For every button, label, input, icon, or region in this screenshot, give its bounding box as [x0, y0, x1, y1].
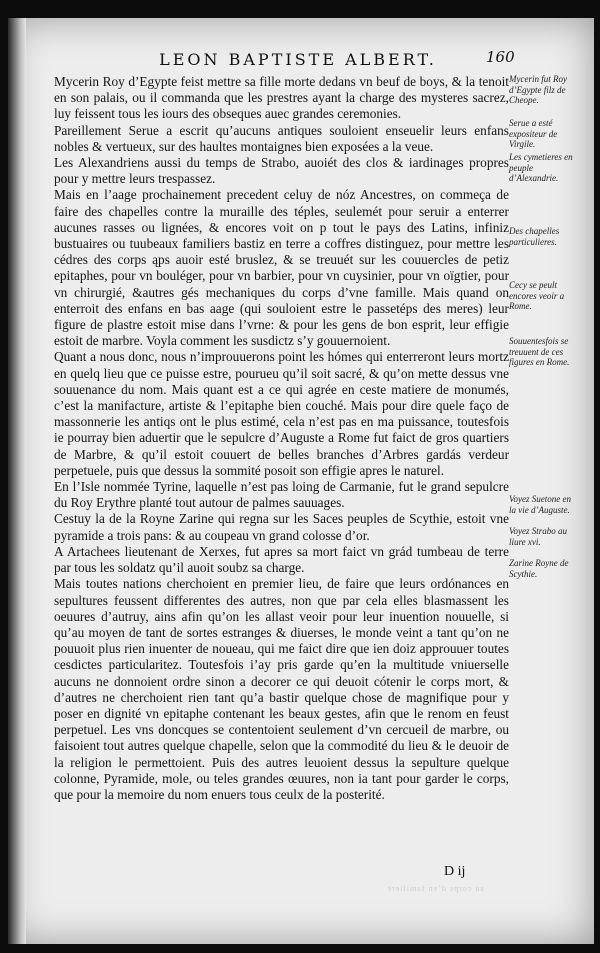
margin-note: Mycerin fut Roy d’Egypte filz de Cheope. [509, 74, 567, 105]
paragraph-tyrine: En l’Isle nommée Tyrine, laquelle n’est pas loing de Carmanie, fut le grand sepulcre du Roy Erythre planté tout autour de palmes sauuages. [54, 479, 509, 511]
margin-note: Cecy se peult encores veoir a Rome. [509, 280, 565, 311]
margin-note: Voyez Suetone en la vie d’Auguste. [509, 494, 571, 515]
paragraph-quant-a-nous: Quant a nous donc, nous n’improuuerons point les hómes qui enterreront leurs mortz en quelq lieu que ce puisse estre, pourueu qu’il soit sacré, & qu’on mette dessus vne souuenance du nom. Mais quant est a ce qui agrée en ceste matiere de monumés, c’est la manifacture, artiste & l’epitaphe bien couché. Mais pour dire quele faço de massonnerie les antiqs ont le plus estimé, cela n’est pas en ma puissance, toutesfois ie pourray bien aduertir que le sepulcre d’Auguste a Rome fut faict de gros quartiers de Marbre, & qu’il estoit couuert de belles branches d’Arbres gardás verdeur perpetuele, puis que dessus la sommité posoit son effigie apres le naturel. [54, 349, 509, 478]
margin-note: Serue a esté expositeur de Virgile. [509, 118, 558, 149]
margin-note: Souuentesfois se treuuent de ces figures en Rome. [509, 336, 570, 367]
paragraph-chapelles: Mais en l’aage prochainement precedent celuy de nóz Ancestres, on commeça de faire des chapelles contre la muraille des téples, seulemét pour seruir a enterrer aucunes rasses ou lignées, & encores voit on p tout le pays des Latins, infiniz bustuaires ou tuubeaux familiers bastiz en terre a coffres distinguez, pour mettre les cédres des corps ąps auoir esté bruslez, & se treuuét sur les couuercles de petiz epitaphes, pour vn bouléger, pour vn barbier, pour vn cuysinier, pour vn oïgtier, pour vn chirurgié, &autres gés mechaniques du corps d’vne famille. Mais quand on enterroit des enfans en bas aage (qui souloient estre le passetéps des meres) leur figure de plastre estoit mise dans l’vrne: & pour les gens de bon esprit, leur effigie estoit de marbre. Voyla comment les susdictz s’y gouuernoient. [54, 187, 509, 349]
folio-number: 160 [486, 48, 515, 66]
paragraph-alexandriens: Les Alexandriens aussi du temps de Strabo, auoiét des clos & iardinages propres pour y mettre leurs trespassez. [54, 155, 509, 187]
book-page [8, 18, 594, 944]
paragraph-mycerin: Mycerin Roy d’Egypte feist mettre sa fille morte dedans vn beuf de boys, & la tenoit en son palais, ou il commanda que les prestres ayant la charge des mysteres sacrez, luy feissent tous les iours des obseques auec grandes ceremonies. [54, 74, 509, 122]
running-title: LEON BAPTISTE ALBERT. [159, 50, 437, 69]
paragraph-serue: Pareillement Serue a escrit qu’aucuns antiques souloient enseuelir leurs enfans nobles & vertueux, sur des haultes montaignes bien exposées a la veue. [54, 122, 509, 154]
margin-note: Les cymetieres en peuple d’Alexandrie. [509, 152, 573, 183]
main-text-block [54, 74, 509, 803]
paragraph-artachees: A Artachees lieutenant de Xerxes, fut apres sa mort faict vn grád tumbeau de terre par tous les soldatz qu’il auoit soubz sa charge. [54, 543, 509, 576]
margin-note: Voyez Strabo au liure xvi. [509, 526, 567, 547]
bleed-through-text: au corps d’vn familiere [386, 884, 484, 893]
margin-note: Des chapelles particulieres. [509, 226, 560, 247]
margin-note: Zarine Royne de Scythie. [509, 558, 569, 579]
paragraph-nations: Mais toutes nations cherchoient en premier lieu, de faire que leurs ordónances en sepultures feussent differentes des autres, non que par cela elles blasmassent les oeuures d’autruy, ains afin qu’on les allast veoir pour leur inuention nouuelle, si qu’au moyen de tant de sortes estranges & diuerses, le monde veint a tant qu’on ne pouuoit plus rien inuenter de noueau, qui me faict dire que ien doiz approuuer toutes cesdictes particularitez. Toutesfois i’ay pris garde qu’en la multitude vniuerselle aucuns ne donnoient ordre sinon a decorer ce qui deuoit cótenir le corps mort, & d’autres ne cherchoient rien tant qu’a bastir quelque chose de magnifique pour y poser en dignité vn epitaphe contenant les beaux gestes, afin que le renom en feust perpetuel. Les vns doncques se contentoient seulement d’vn cercueil de marbre, ou faisoient tout autres quelque chapelle, selon que la commodité du lieu & le deuoir de la religion le permettoient. Puis des autres leuoient dessus la sepulture quelque colonne, Pyramide, mole, ou teles grandes œuures, non ia tant pour garder le corps, que pour la memoire du nom enuers tous ceulx de la posterité. [54, 576, 509, 802]
paragraph-zarine: Cestuy la de la Royne Zarine qui regna sur les Saces peuples de Scythie, estoit vne pyramide a trois pans: & au coupeau vn grand colosse d’or. [54, 511, 509, 543]
book-spine-shadow [8, 18, 26, 944]
signature-mark: D ij [444, 864, 466, 879]
